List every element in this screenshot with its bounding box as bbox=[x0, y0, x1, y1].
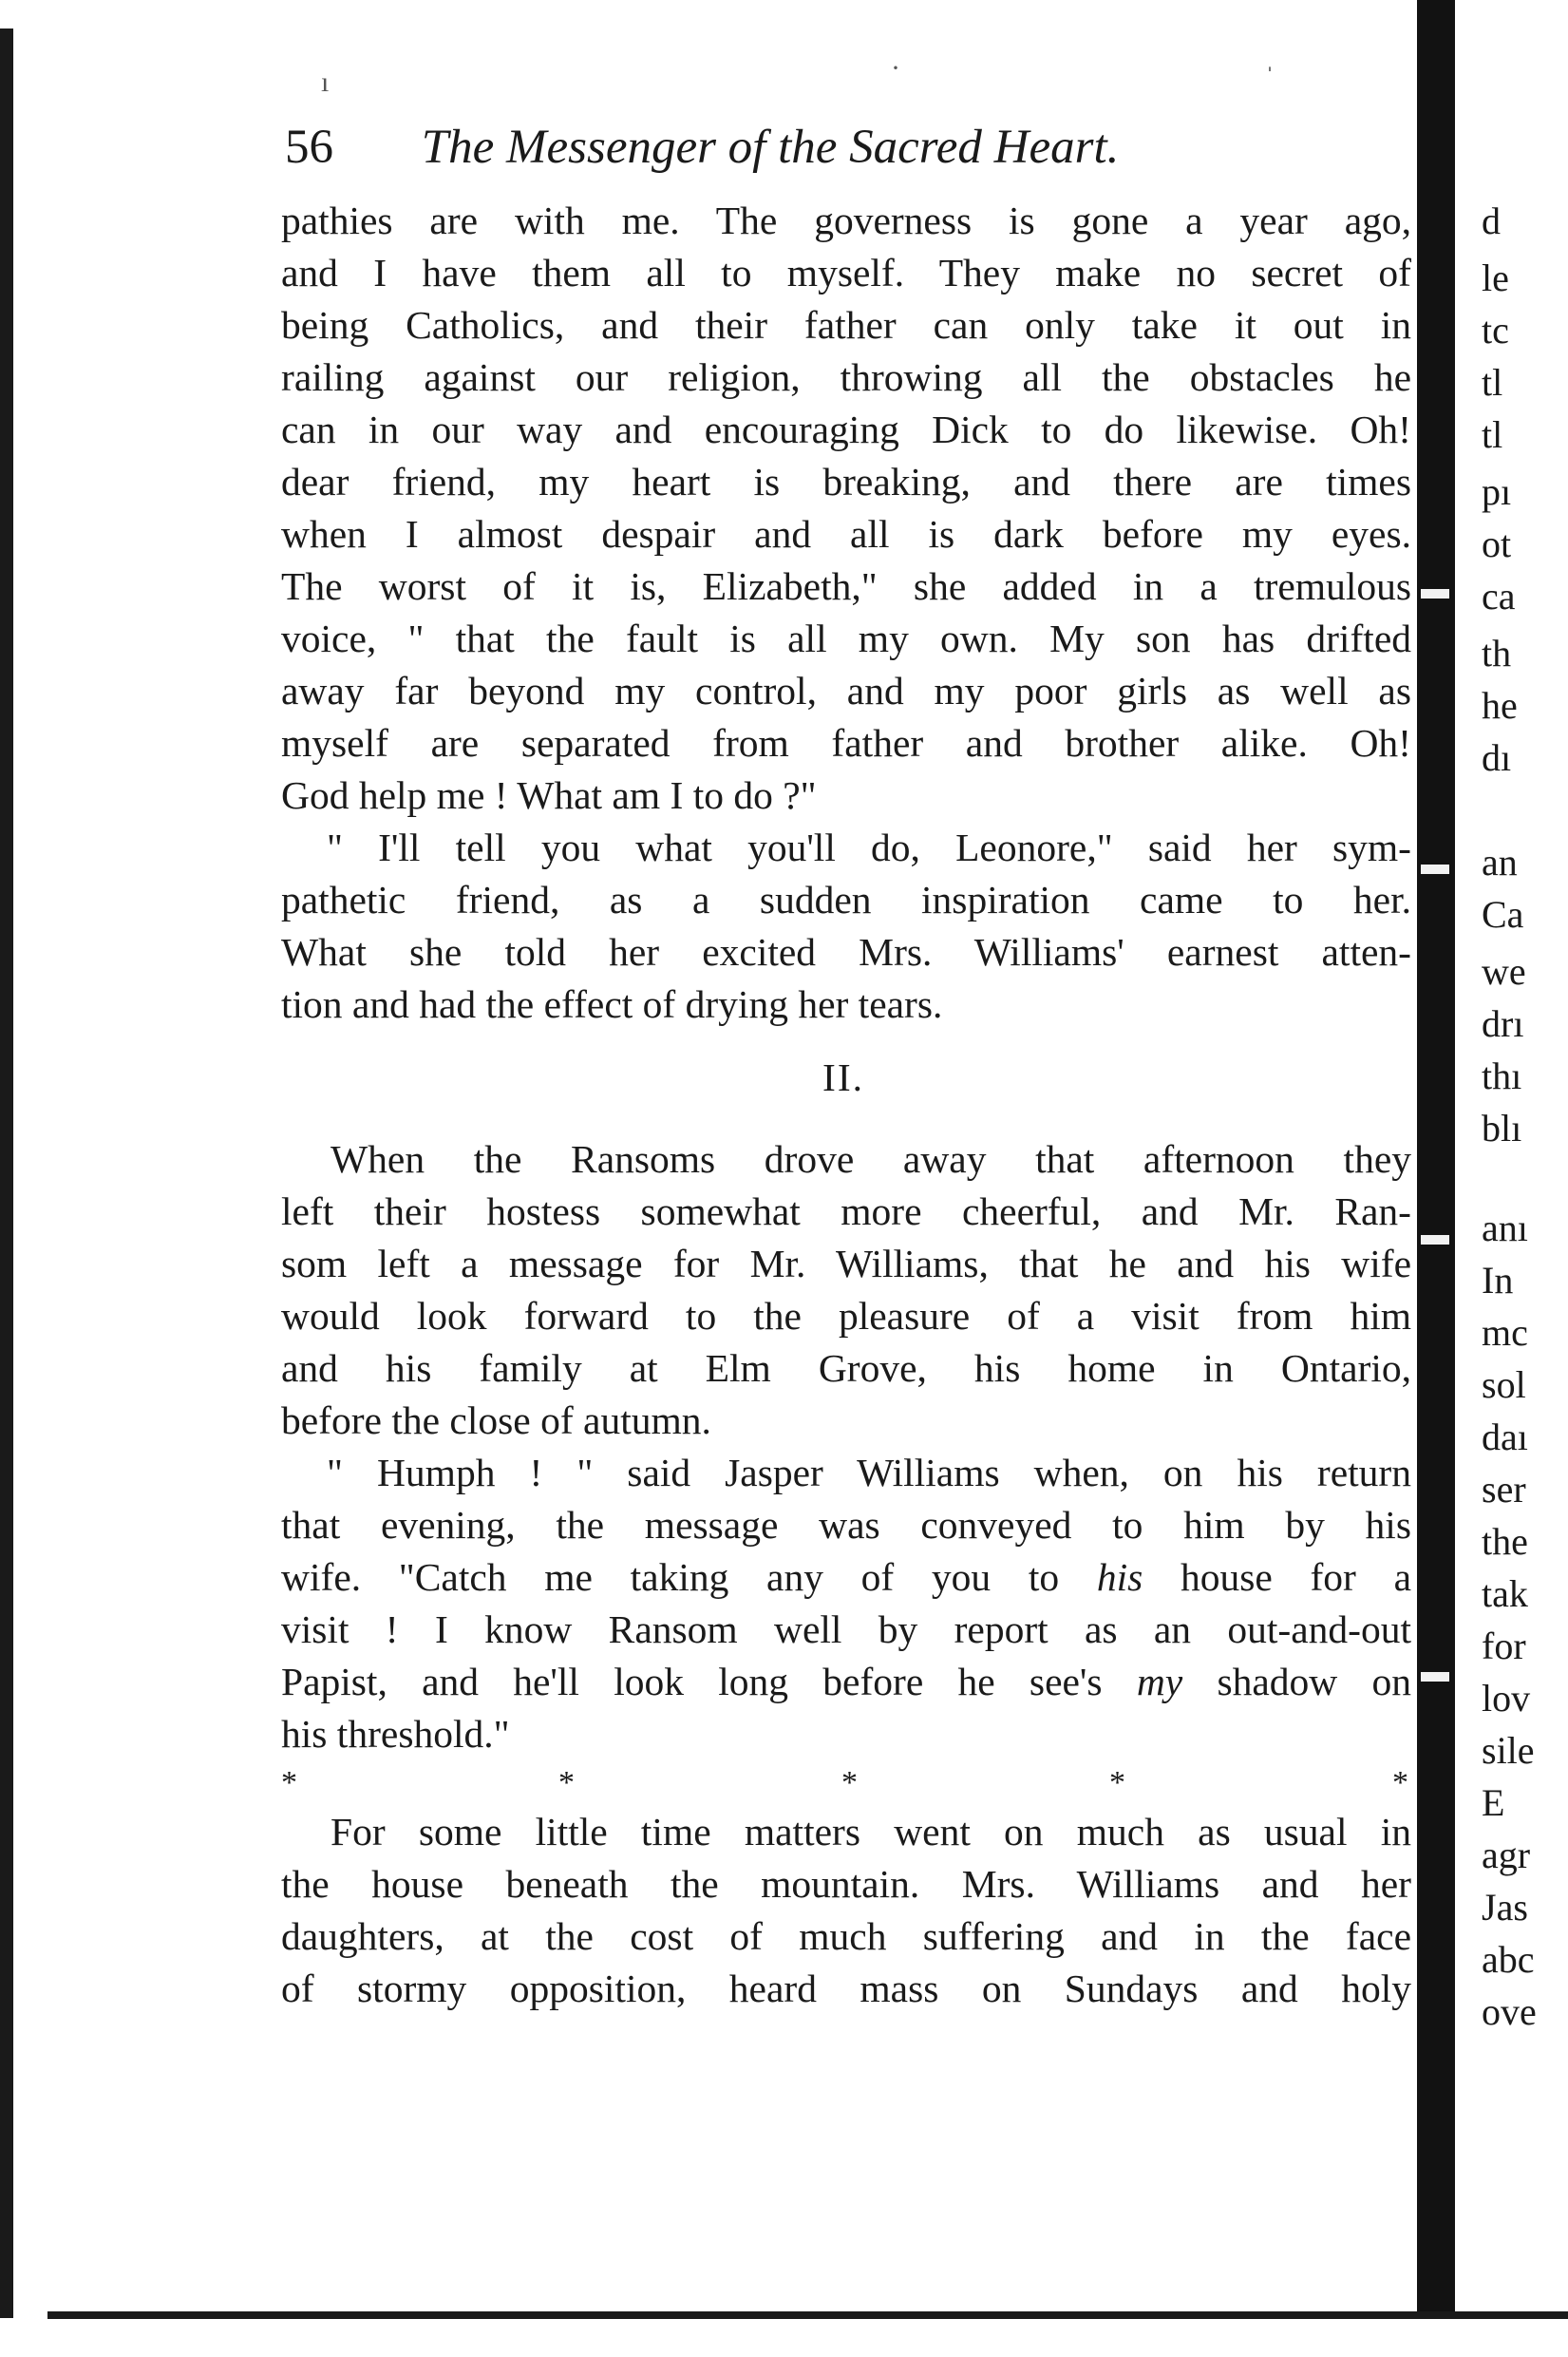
text-line: left their hostess somewhat more cheerful, and Mr. Ran- bbox=[281, 1189, 1411, 1233]
margin-fragment: d bbox=[1482, 200, 1501, 242]
gutter-speck bbox=[1421, 1672, 1449, 1682]
text-line: when I almost despair and all is dark before my eyes. bbox=[281, 512, 1411, 556]
margin-fragment: tak bbox=[1482, 1572, 1528, 1615]
text-line: railing against our religion, throwing all the obstacles he bbox=[281, 355, 1411, 399]
margin-fragment: he bbox=[1482, 684, 1518, 727]
text-run: Papist, and he'll look long before he see's bbox=[281, 1660, 1137, 1703]
margin-fragment: sol bbox=[1482, 1363, 1526, 1406]
text-line: his threshold." bbox=[281, 1712, 510, 1756]
scan-dot: ı bbox=[321, 67, 330, 98]
asterisk: * bbox=[1109, 1765, 1125, 1800]
margin-fragment: ca bbox=[1482, 575, 1516, 618]
running-header bbox=[285, 114, 1119, 181]
text-line: and I have them all to myself. They make no secret of bbox=[281, 251, 1411, 295]
text-line: pathies are with me. The governess is gone a year ago, bbox=[281, 199, 1411, 242]
running-title: The Messenger of the Sacred Heart. bbox=[421, 121, 1120, 174]
section-break-asterisks bbox=[281, 1760, 1411, 1806]
scan-dot: ˈ bbox=[1265, 62, 1275, 93]
margin-fragment: ot bbox=[1482, 523, 1512, 565]
margin-fragment: mc bbox=[1482, 1311, 1528, 1354]
bottom-edge bbox=[47, 2311, 1568, 2319]
text-line: being Catholics, and their father can only take it out in bbox=[281, 303, 1411, 347]
margin-fragment: Ca bbox=[1482, 893, 1524, 936]
margin-fragment: thı bbox=[1482, 1055, 1522, 1097]
text-line: visit ! I know Ransom well by report as an out-and-out bbox=[281, 1607, 1411, 1651]
page-gutter-shadow bbox=[1417, 0, 1455, 2319]
text-line: The worst of it is, Elizabeth," she added in a tremulous bbox=[281, 564, 1411, 608]
text-line: " Humph ! " said Jasper Williams when, on his return bbox=[327, 1451, 1411, 1494]
text-line: When the Ransoms drove away that afternoon they bbox=[331, 1137, 1411, 1181]
text-line: " I'll tell you what you'll do, Leonore," said her sym- bbox=[327, 826, 1411, 869]
text-line: of stormy opposition, heard mass on Sundays and holy bbox=[281, 1967, 1411, 2010]
text-line: before the close of autumn. bbox=[281, 1398, 711, 1442]
text-line: God help me ! What am I to do ?" bbox=[281, 773, 817, 817]
margin-fragment: lov bbox=[1482, 1677, 1531, 1720]
margin-fragment: pı bbox=[1482, 470, 1512, 513]
text-line: can in our way and encouraging Dick to do likewise. Oh! bbox=[281, 408, 1411, 451]
text-line: away far beyond my control, and my poor girls as well as bbox=[281, 669, 1411, 713]
gutter-speck bbox=[1421, 865, 1449, 874]
margin-fragment: In bbox=[1482, 1259, 1514, 1302]
gutter-speck bbox=[1421, 589, 1449, 599]
asterisk: * bbox=[841, 1765, 858, 1800]
margin-fragment: drı bbox=[1482, 1002, 1524, 1045]
margin-fragment: an bbox=[1482, 841, 1518, 884]
margin-fragment: for bbox=[1482, 1625, 1526, 1667]
text-line: the house beneath the mountain. Mrs. Williams and her bbox=[281, 1862, 1411, 1906]
section-heading: II. bbox=[822, 1055, 865, 1099]
page-number: 56 bbox=[285, 121, 333, 174]
text-line: and his family at Elm Grove, his home in Ontario, bbox=[281, 1346, 1411, 1390]
margin-fragment: abc bbox=[1482, 1938, 1535, 1981]
margin-fragment: tl bbox=[1482, 413, 1503, 456]
text-line: What she told her excited Mrs. Williams' earnest atten- bbox=[281, 930, 1411, 974]
text-run: house for a bbox=[1143, 1555, 1411, 1599]
margin-fragment: agr bbox=[1482, 1834, 1531, 1876]
asterisk: * bbox=[1392, 1765, 1408, 1800]
text-line: For some little time matters went on much as usual in bbox=[331, 1810, 1411, 1853]
text-line: that evening, the message was conveyed to him by his bbox=[281, 1503, 1411, 1547]
scan-dot: · bbox=[891, 52, 900, 84]
italic-emphasis: my bbox=[1136, 1660, 1183, 1703]
text-line: daughters, at the cost of much suffering and in the face bbox=[281, 1914, 1411, 1958]
margin-fragment: le bbox=[1482, 257, 1509, 299]
italic-emphasis: his bbox=[1096, 1555, 1143, 1599]
margin-fragment: daı bbox=[1482, 1416, 1528, 1458]
margin-fragment: sile bbox=[1482, 1729, 1535, 1772]
margin-fragment: Jas bbox=[1482, 1886, 1528, 1929]
text-line: dear friend, my heart is breaking, and there are times bbox=[281, 460, 1411, 504]
text-line bbox=[281, 1551, 1411, 1604]
margin-fragment: ove bbox=[1482, 1990, 1537, 2033]
margin-fragment: the bbox=[1482, 1520, 1528, 1563]
margin-fragment: tc bbox=[1482, 309, 1509, 352]
text-run: shadow on bbox=[1182, 1660, 1411, 1703]
body-text bbox=[281, 195, 1411, 2015]
text-line: tion and had the effect of drying her tears. bbox=[281, 982, 943, 1026]
text-line: som left a message for Mr. Williams, that he and his wife bbox=[281, 1242, 1411, 1285]
margin-fragment: th bbox=[1482, 632, 1512, 675]
margin-fragment: we bbox=[1482, 950, 1526, 993]
asterisk: * bbox=[281, 1765, 297, 1800]
margin-fragment: blı bbox=[1482, 1107, 1522, 1150]
text-line: voice, " that the fault is all my own. My son has drifted bbox=[281, 617, 1411, 660]
text-line: pathetic friend, as a sudden inspiration came to her. bbox=[281, 878, 1411, 922]
margin-fragment: anı bbox=[1482, 1207, 1528, 1249]
text-line bbox=[281, 1656, 1411, 1708]
asterisk: * bbox=[558, 1765, 575, 1800]
margin-fragment: tl bbox=[1482, 361, 1503, 404]
left-binding-edge bbox=[0, 29, 13, 2318]
text-line: would look forward to the pleasure of a visit from him bbox=[281, 1294, 1411, 1338]
margin-fragment: dı bbox=[1482, 736, 1512, 779]
gutter-speck bbox=[1421, 1235, 1449, 1245]
text-run: wife. "Catch me taking any of you to bbox=[281, 1555, 1097, 1599]
margin-fragment: E bbox=[1482, 1781, 1505, 1824]
margin-fragment: ser bbox=[1482, 1468, 1526, 1511]
text-line: myself are separated from father and brother alike. Oh! bbox=[281, 721, 1411, 765]
